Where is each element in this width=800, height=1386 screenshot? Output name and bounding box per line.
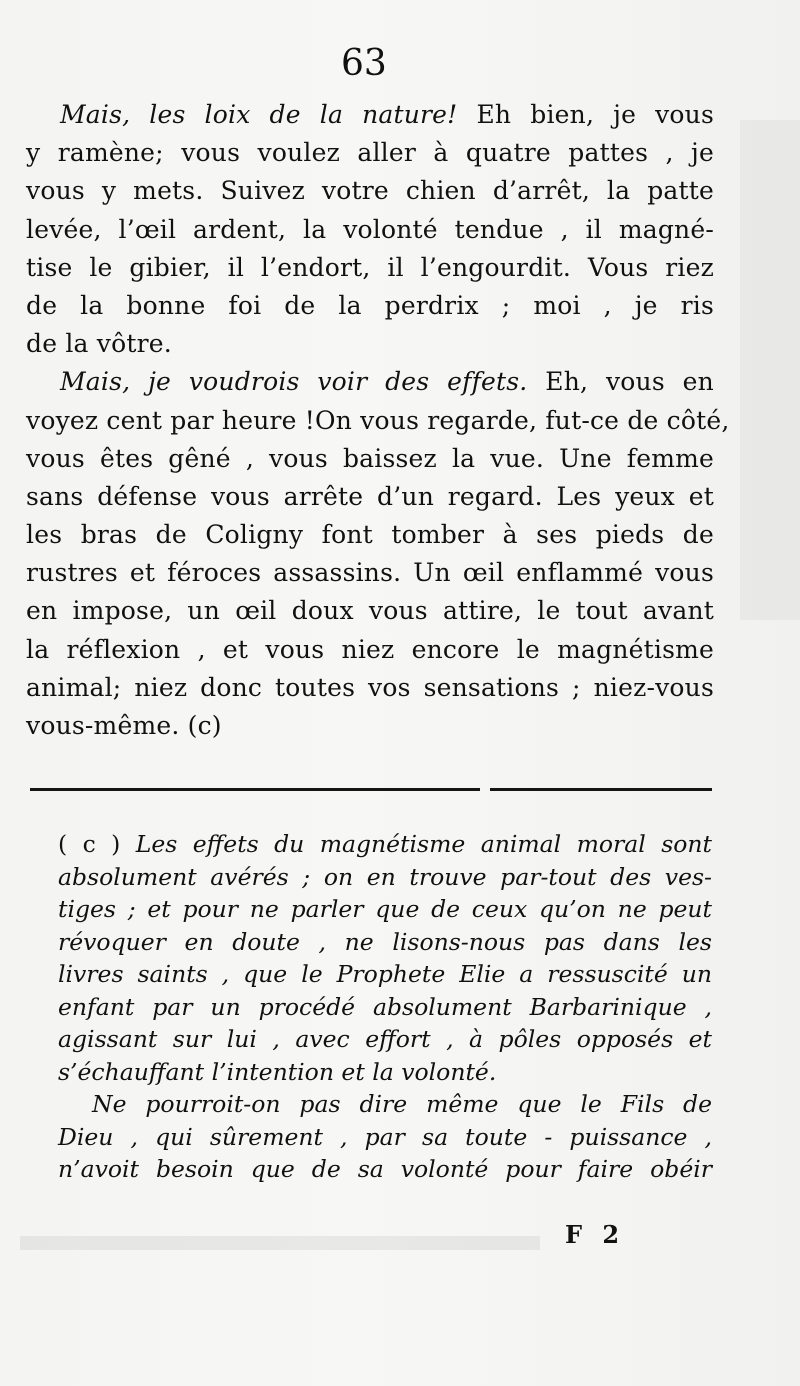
footnote-line-8: s’échauffant l’intention et la volonté. [58,1057,497,1086]
paragraph-1-line-6: de la bonne foi de la perdrix ; moi , je ris [26,290,714,320]
paragraph-2-line-7: en impose, un œil doux vous attire, le tout avant [26,596,714,626]
paragraph-2-line-10: vous-même. (c) [26,711,222,740]
show-through-shading-bottom [20,1236,540,1250]
footnote-continuation-line-3: n’avoit besoin que de sa volonté pour faire obéir [58,1155,712,1183]
footnote-line-4: révoquer en doute , ne lisons-nous pas dans les [58,927,712,956]
footnote-line-1 [58,828,712,861]
footnote-line-5: livres saints , que le Prophete Elie a ressuscité un [58,960,712,988]
paragraph-2-line-6: rustres et féroces assassins. Un œil enflammé vous [26,558,714,588]
paragraph-2-line-3: vous êtes gêné , vous baissez la vue. Une femme [26,443,714,473]
paragraph-1-line-1-rest: Eh bien, je vous [476,100,714,129]
signature-mark: F 2 [565,1220,626,1249]
paragraph-1-line-7: de la vôtre. [26,329,172,359]
footnote-line-6: enfant par un procédé absolument Barbarinique , [58,992,712,1021]
paragraph-2-line-4: sans défense vous arrête d’un regard. Les yeux et [26,481,714,511]
footnote-line-3: tiges ; et pour ne parler que de ceux qu’on ne peut [58,895,712,923]
paragraph-1-line-5: tise le gibier, il l’endort, il l’engourdit. Vous riez [26,252,714,282]
page-number: 63 [341,43,387,84]
footnote-line-1-text: Les effets du magnétisme animal moral sont [135,830,712,858]
paragraph-2-line-9: animal; niez donc toutes vos sensations ; niez-vous [26,672,714,702]
paragraph-1-line-3: vous y mets. Suivez votre chien d’arrêt, la patte [26,176,714,206]
paragraph-2-line-8: la réflexion , et vous niez encore le magnétisme [26,634,714,664]
paragraph-1-italic-start: Mais, les loix de la nature! [60,100,458,129]
footnote-line-7: agissant sur lui , avec effort , à pôles opposés et [58,1025,712,1053]
show-through-shading [740,120,800,620]
footnote [58,828,712,1186]
paragraph-2-italic-start: Mais, je voudrois voir des effets. [60,367,528,397]
paragraph-1-line-4: levée, l’œil ardent, la volonté tendue , il magné- [26,214,714,244]
footnote-rule-left [30,788,480,791]
paragraph-2-line-1-rest: Eh, vous en [545,367,714,397]
footnote-continuation-line-1: Ne pourroit-on pas dire même que le Fils de [92,1090,712,1118]
main-text [26,96,730,745]
paragraph-2-line-5: les bras de Coligny font tomber à ses pieds de [26,520,714,550]
footnote-continuation-line-2: Dieu , qui sûrement , par sa toute - puissance , [58,1122,712,1151]
paragraph-1-line-1 [26,96,714,134]
footnote-rule-right [490,788,712,791]
footnote-line-2: absolument avérés ; on en trouve par-tout des ves- [58,862,712,891]
paragraph-2-line-1 [26,363,714,401]
paragraph-2-line-2: voyez cent par heure !On vous regarde, fut-ce de côté, [26,405,730,435]
paragraph-1-line-2: y ramène; vous voulez aller à quatre pattes , je [26,138,714,168]
footnote-label: ( c ) [58,830,121,858]
